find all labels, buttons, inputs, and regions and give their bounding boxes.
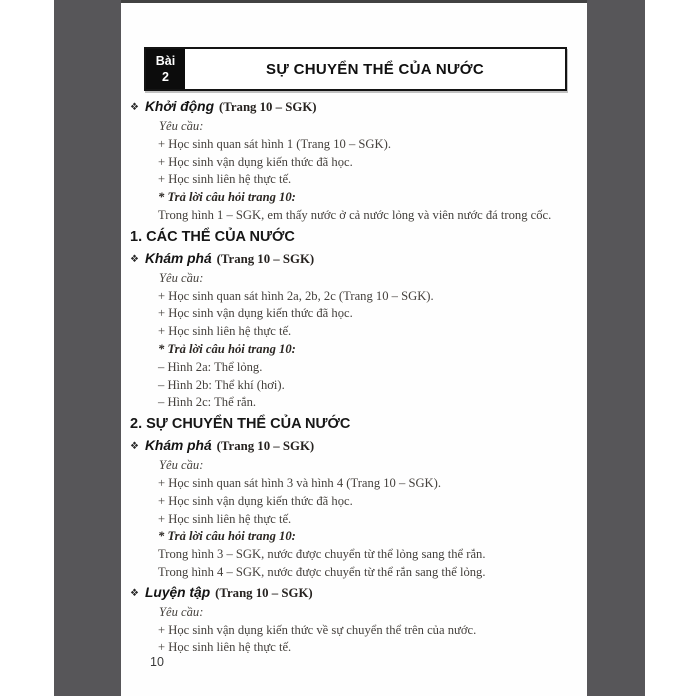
lesson-title: SỰ CHUYỂN THỂ CỦA NƯỚC (266, 60, 484, 78)
answer-item: – Hình 2b: Thể khí (hơi). (158, 377, 285, 392)
lesson-number: 2 (162, 70, 169, 84)
diamond-bullet-icon: ❖ (130, 253, 139, 265)
requirement-label: Yêu cầu: (159, 458, 204, 473)
answer-text: Trong hình 4 – SGK, nước được chuyển từ thể rắn sang thể lỏng. (158, 564, 486, 579)
requirement-item: + Học sinh quan sát hình 1 (Trang 10 – SGK). (158, 136, 391, 151)
requirement-item: + Học sinh quan sát hình 3 và hình 4 (Trang 10 – SGK). (158, 475, 441, 490)
activity-name: Luyện tập (144, 584, 211, 600)
answer-item: – Hình 2a: Thể lỏng. (158, 359, 263, 374)
answer-text: Trong hình 1 – SGK, em thấy nước ở cả nước lỏng và viên nước đá trong cốc. (158, 207, 552, 222)
photo-left-background (54, 0, 121, 696)
answer-item: – Hình 2c: Thể rắn. (158, 395, 257, 410)
section-heading: 1. CÁC THỂ CỦA NƯỚC (130, 228, 295, 245)
activity-name: Khởi động (144, 99, 215, 114)
book-page (121, 3, 587, 696)
requirement-item: + Học sinh liên hệ thực tế. (158, 172, 292, 187)
activity-heading (130, 583, 582, 604)
diamond-bullet-icon: ❖ (130, 587, 139, 599)
activity-name: Khám phá (144, 250, 212, 266)
diamond-bullet-icon: ❖ (130, 441, 139, 453)
section-heading: 2. SỰ CHUYỂN THỂ CỦA NƯỚC (130, 416, 351, 433)
answer-heading: * Trả lời câu hỏi trang 10: (158, 341, 296, 356)
requirement-label: Yêu cầu: (159, 119, 204, 133)
lesson-label: Bài (155, 53, 176, 68)
activity-heading (130, 97, 582, 118)
requirement-item: + Học sinh vận dụng kiến thức đã học. (158, 306, 353, 321)
activity-heading (130, 249, 582, 270)
requirement-item: + Học sinh vận dụng kiến thức đã học. (158, 154, 353, 169)
activity-ref: (Trang 10 – SGK) (216, 439, 315, 454)
requirement-item: + Học sinh liên hệ thực tế. (158, 324, 292, 339)
requirement-item: + Học sinh quan sát hình 2a, 2b, 2c (Trang 10 – SGK). (158, 288, 434, 303)
requirement-label: Yêu cầu: (159, 270, 204, 285)
requirement-item: + Học sinh liên hệ thực tế. (158, 511, 292, 526)
diamond-bullet-icon: ❖ (130, 102, 139, 113)
answer-text: Trong hình 3 – SGK, nước được chuyển từ thể lỏng sang thể rắn. (158, 547, 486, 562)
lesson-header-box (144, 47, 567, 91)
requirement-item: + Học sinh vận dụng kiến thức đã học. (158, 493, 353, 508)
activity-ref: (Trang 10 – SGK) (215, 585, 313, 600)
answer-heading: * Trả lời câu hỏi trang 10: (158, 190, 296, 205)
requirement-item: + Học sinh liên hệ thực tế. (158, 640, 292, 655)
lesson-number-badge (146, 49, 185, 89)
answer-heading: * Trả lời câu hỏi trang 10: (158, 529, 296, 544)
activity-ref: (Trang 10 – SGK) (216, 251, 315, 266)
activity-name: Khám phá (144, 438, 212, 454)
requirement-item: + Học sinh vận dụng kiến thức về sự chuyển thể trên của nước. (158, 622, 477, 637)
photo-right-background (587, 0, 645, 696)
activity-ref: (Trang 10 – SGK) (219, 100, 317, 114)
page-number: 10 (150, 655, 164, 669)
activity-heading (130, 436, 582, 457)
lesson-content (130, 96, 582, 657)
requirement-label: Yêu cầu: (159, 604, 204, 619)
